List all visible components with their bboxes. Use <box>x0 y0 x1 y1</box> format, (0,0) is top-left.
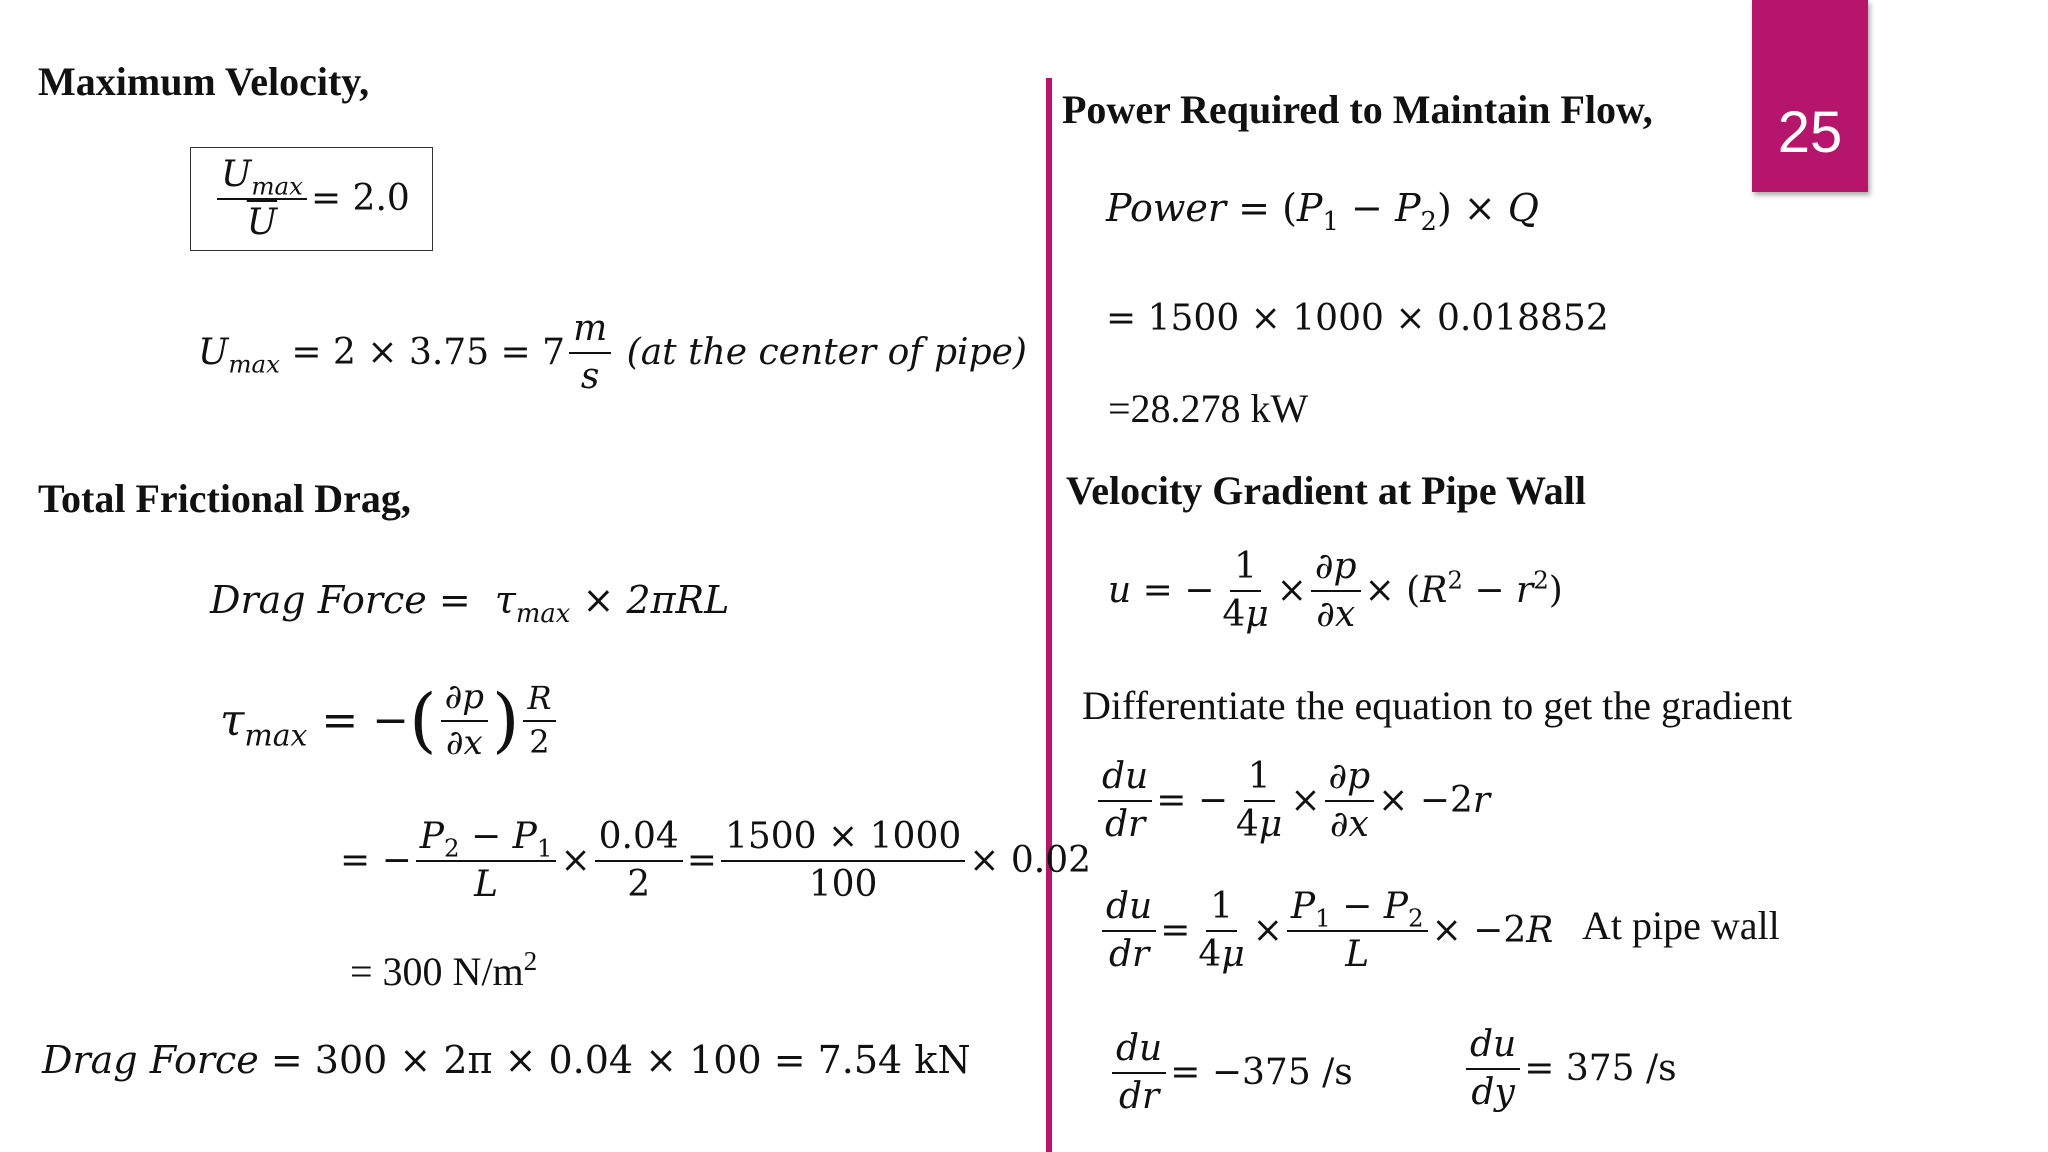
dudr-result: = −375 /s <box>1170 1052 1353 1094</box>
du-dr-fraction-result: $\frac{du}{dr}$ <box>1112 1030 1166 1116</box>
power-calculation: = 1500 × 1000 × 0.018852 <box>1106 298 1609 339</box>
pressure-values-numerator: 1500 × 1000 <box>721 818 965 862</box>
pressure-values-fraction <box>721 818 965 904</box>
power-result: =28.278 kW <box>1108 386 1309 431</box>
wall-gradient-equation: $\frac{du}{dr}$ = $\frac{1}{4\mu}$ × $\frac{P_1 - P_2}{L}$ × −2R <box>1098 888 1553 974</box>
pressure-values-denominator: 100 <box>808 863 878 905</box>
dp-dx-fraction-profile: $\frac{\partial p}{\partial x}$ <box>1311 548 1361 634</box>
velocity-ratio-value: = 2.0 <box>310 178 410 220</box>
column-divider <box>1046 78 1052 1152</box>
radius-numerator: 0.04 <box>595 818 683 862</box>
tau-max-definition: $\tau_{max}$ = − ( $\frac{\partial p}{\partial x}$ ) $\frac{R}{2}$ <box>220 680 560 761</box>
tau-result-exponent: 2 <box>523 946 538 977</box>
max-velocity-heading: Maximum Velocity, <box>38 59 370 104</box>
umax-equation: $U_{max}$ = 2 × 3.75 = 7 $\frac{m}{s}$ (at the center of pipe) <box>198 308 1027 397</box>
du-dy-fraction: $\frac{du}{dy}$ <box>1466 1026 1520 1112</box>
dudy-result-equation <box>1462 1026 1677 1112</box>
umax-expression: = 2 × 3.75 = 7 <box>291 332 566 374</box>
differentiate-text: Differentiate the equation to get the gradient <box>1082 683 1793 728</box>
r-over-2-fraction: $\frac{R}{2}$ <box>523 682 555 759</box>
at-pipe-wall-label: At pipe wall <box>1582 903 1780 948</box>
power-label: Power <box>1106 186 1227 230</box>
pressure-drop-fraction: $\frac{P_2 - P_1}{L}$ <box>416 818 557 904</box>
dudy-result: = 375 /s <box>1524 1048 1677 1090</box>
tau-calculation: = − $\frac{P_2 - P_1}{L}$ × $\frac{0.04}{2}$ = $\frac{1500 \times 1000}{100}$ × 0.02 <box>340 816 1092 905</box>
power-heading: Power Required to Maintain Flow, <box>1062 87 1653 132</box>
radius-fraction: $\frac{0.04}{2}$ <box>595 818 683 904</box>
du-dr-fraction-wall: $\frac{du}{dr}$ <box>1102 888 1156 974</box>
drag-force-result-equation: Drag Force = 300 × 2π × 0.04 × 100 = 7.54 kN <box>42 1038 971 1082</box>
tau-result-text: = 300 N/m <box>350 949 524 994</box>
gradient-equation: $\frac{du}{dr}$ = − $\frac{1}{4\mu}$ × $\frac{\partial p}{\partial x}$ × −2r <box>1094 758 1490 844</box>
tau-result <box>350 948 537 995</box>
one-over-4mu-fraction-3: $\frac{1}{4\mu}$ <box>1198 886 1245 975</box>
tau-calc-tail: × 0.02 <box>969 840 1092 882</box>
umax-note: (at the center of pipe) <box>626 332 1027 374</box>
gradient-heading: Velocity Gradient at Pipe Wall <box>1066 468 1586 513</box>
tau-rhs: = − <box>321 695 410 747</box>
drag-heading: Total Frictional Drag, <box>38 476 411 521</box>
velocity-ratio-box <box>190 147 433 251</box>
power-equation: Power = $(P_1 - P_2) \times Q$ <box>1106 186 1539 238</box>
drag-force-label: Drag Force = <box>210 578 471 622</box>
slide-number-badge <box>1752 0 1868 192</box>
du-dr-fraction: $\frac{du}{dr}$ <box>1098 758 1152 844</box>
one-over-4mu-fraction: $\frac{1}{4\mu}$ <box>1222 546 1269 635</box>
dp-dx-fraction: $\frac{\partial p}{\partial x}$ <box>441 680 488 761</box>
one-over-4mu-fraction-2: $\frac{1}{4\mu}$ <box>1236 756 1283 845</box>
m-per-s-fraction: $\frac{m}{s}$ <box>569 310 611 396</box>
drag-force-result: = 300 × 2π × 0.04 × 100 = 7.54 kN <box>270 1038 971 1082</box>
dudr-result-equation <box>1108 1030 1353 1116</box>
slide-number: 25 <box>1777 100 1843 165</box>
dp-dx-fraction-gradient: $\frac{\partial p}{\partial x}$ <box>1325 758 1375 844</box>
drag-force-rhs: × 2πRL <box>582 578 730 622</box>
pressure-drop-fraction-wall: $\frac{P_1 - P_2}{L}$ <box>1287 888 1428 974</box>
drag-force-equation: Drag Force = $\tau_{max}$ × 2πRL <box>210 578 730 630</box>
velocity-profile-equation: u = − $\frac{1}{4\mu}$ × $\frac{\partial p}{\partial x}$ × $(R^2 - r^2)$ <box>1108 546 1563 635</box>
umax-over-ubar-fraction: $\frac{U_{max}}{U}$ <box>217 156 307 242</box>
